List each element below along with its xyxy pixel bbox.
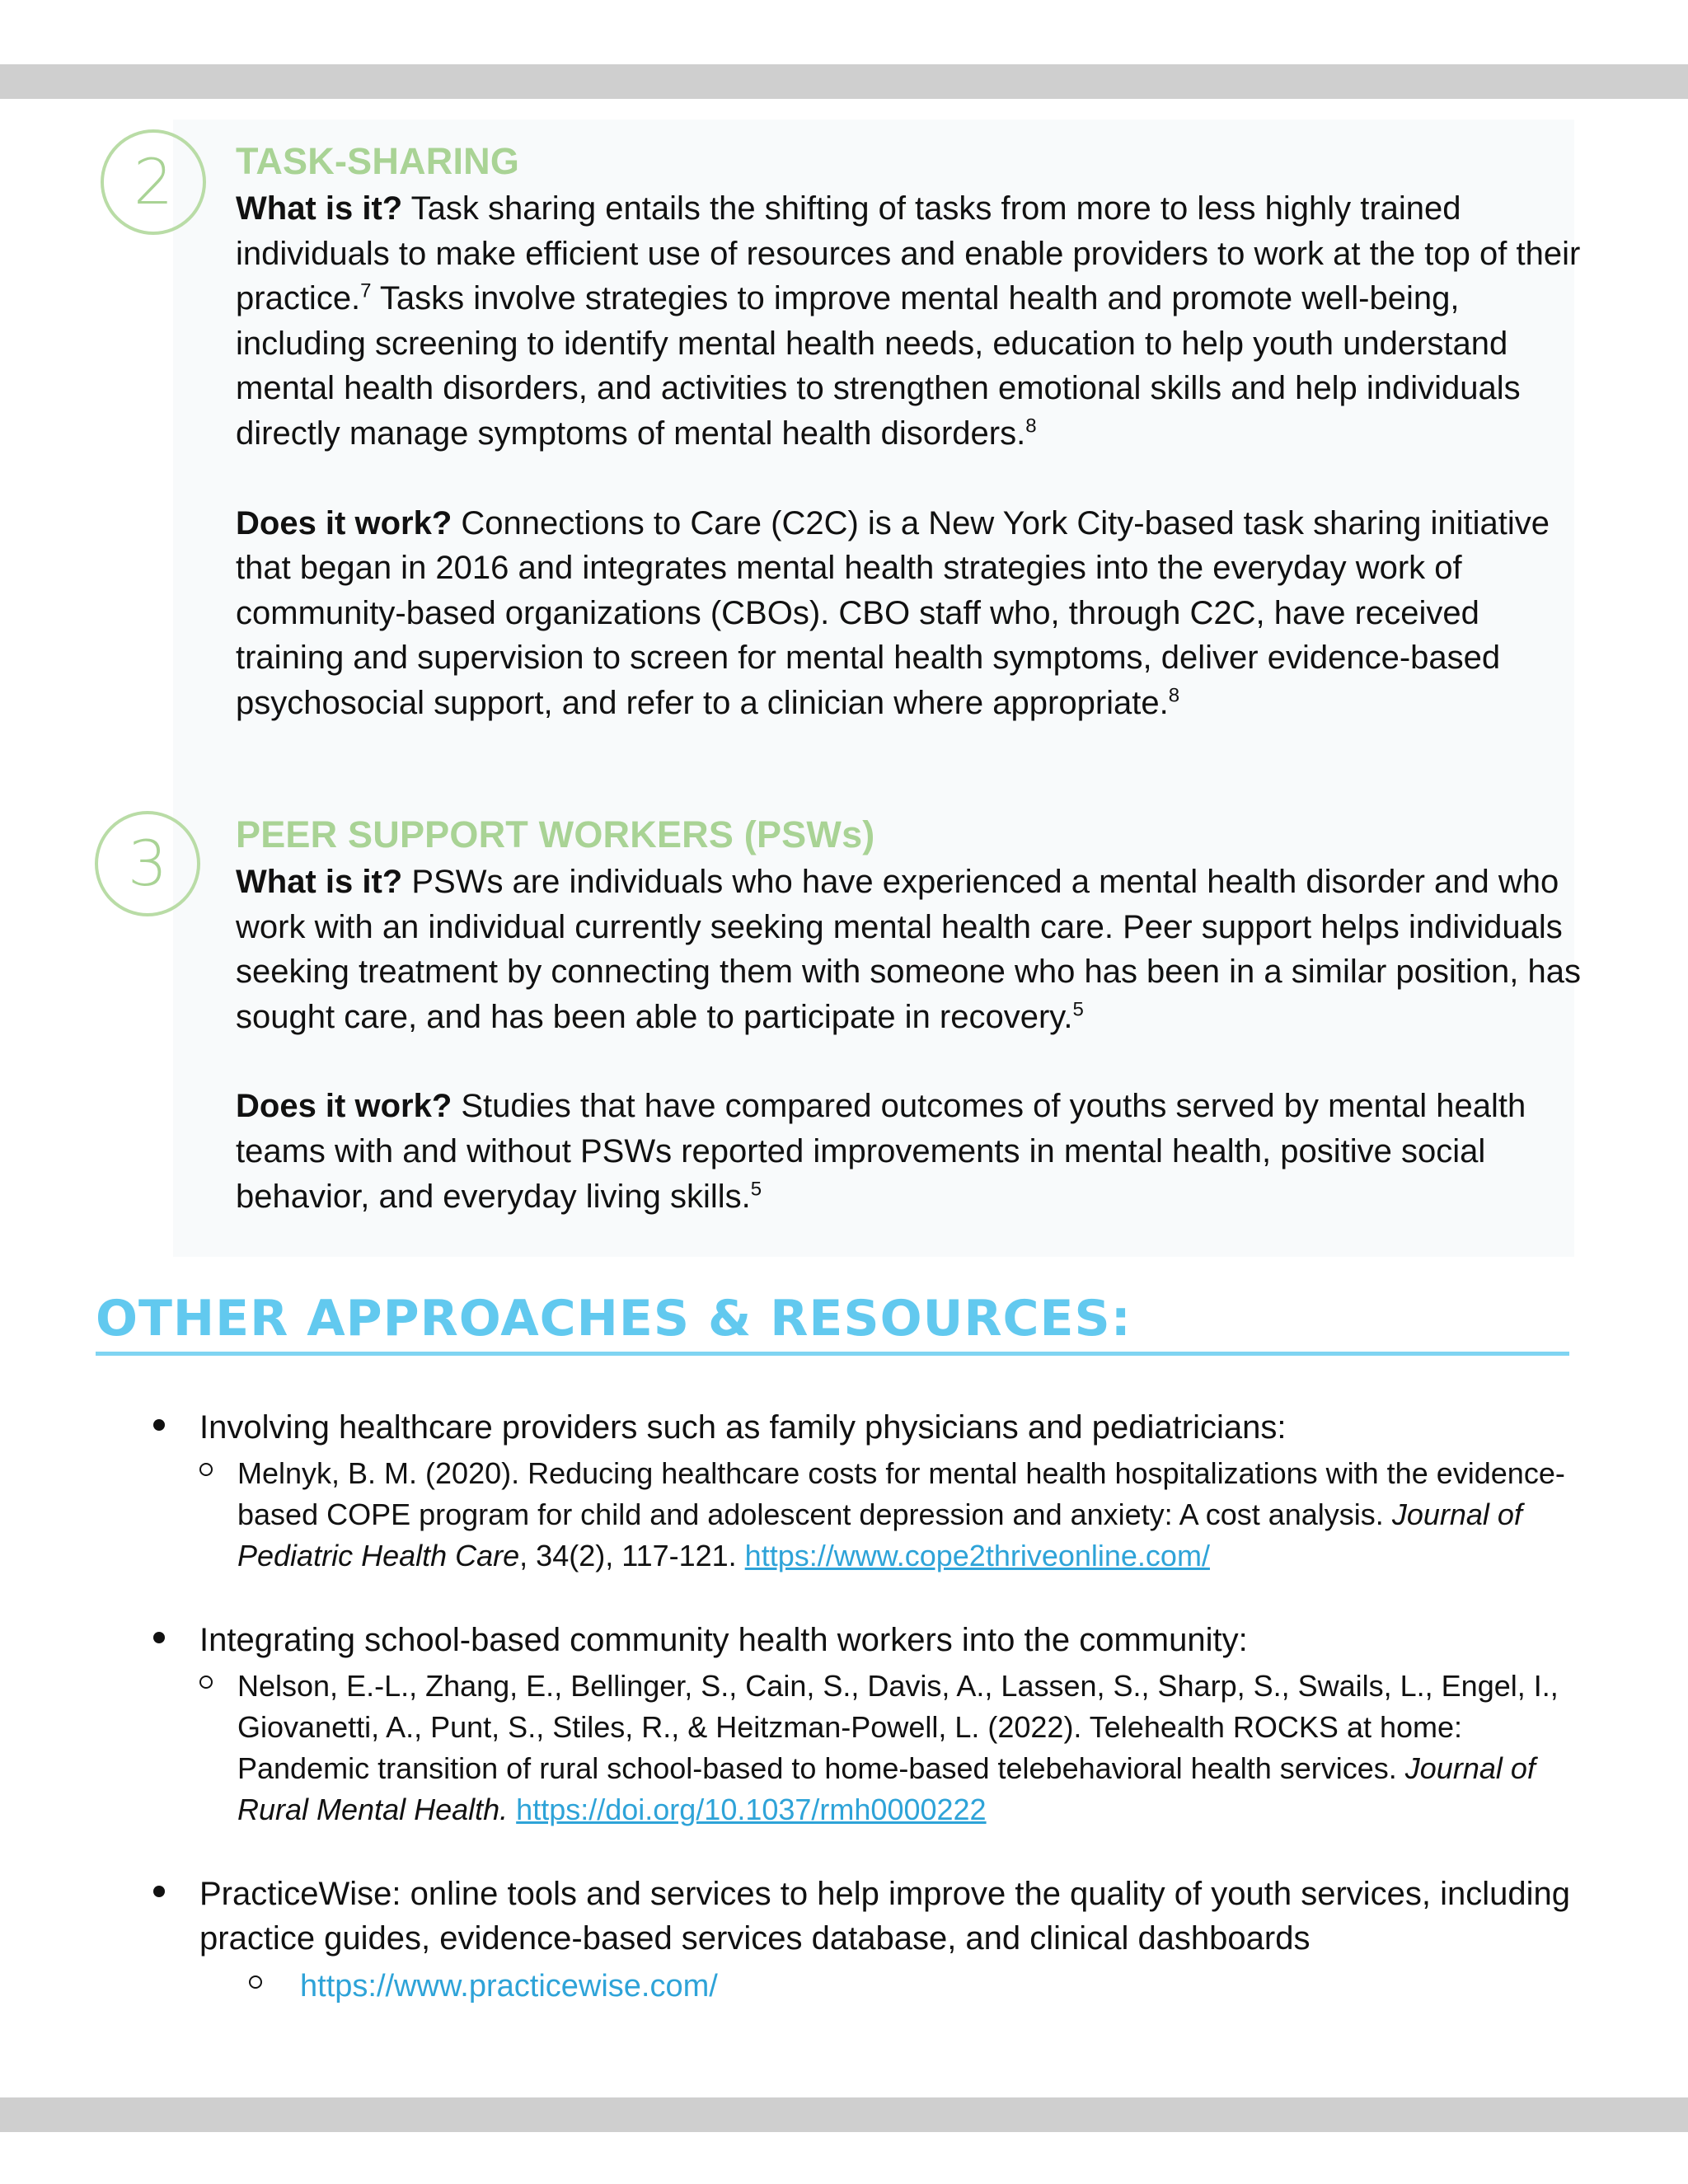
circle-bullet-icon xyxy=(199,1463,213,1476)
what-label: What is it? xyxy=(236,190,403,227)
bullet-icon xyxy=(153,1419,165,1431)
other-approaches-heading: OTHER APPROACHES & RESOURCES: xyxy=(96,1290,1132,1347)
section-number-circle xyxy=(101,129,206,235)
section-number: 2 xyxy=(133,145,174,218)
footnote-ref: 8 xyxy=(1025,415,1037,438)
heading-underline xyxy=(96,1352,1569,1356)
footnote-ref: 7 xyxy=(360,279,372,302)
does-it-work-paragraph xyxy=(236,501,1587,726)
journal-name: Journal of Rural Mental Health. xyxy=(237,1751,1536,1826)
section-number-circle xyxy=(95,811,200,916)
citation-tail xyxy=(508,1793,516,1826)
task-sharing-section xyxy=(236,138,1587,726)
cope-link[interactable]: https://www.cope2thriveonline.com/ xyxy=(744,1539,1210,1572)
bottom-gray-band xyxy=(0,2097,1688,2132)
what-is-it-paragraph xyxy=(236,186,1587,457)
list-item-text: PracticeWise: online tools and services to help improve the quality of youth services, including practice guides, evidence-based services database, and clinical dashboards xyxy=(199,1876,1571,1957)
citation xyxy=(237,1453,1582,1577)
sub-list-item xyxy=(199,1666,1582,1830)
list-item xyxy=(148,1618,1582,1830)
list-item-text: Involving healthcare providers such as family physicians and pediatricians: xyxy=(199,1409,1287,1446)
does-label: Does it work? xyxy=(236,504,452,541)
peer-support-section xyxy=(236,812,1587,1219)
circle-bullet-icon xyxy=(249,1975,262,1989)
section-number: 3 xyxy=(127,827,168,900)
sub-list-item xyxy=(199,1966,1582,2007)
does-label: Does it work? xyxy=(236,1088,452,1125)
what-text: Task sharing entails the shifting of tasks from more to less highly trained individuals to make efficient use of resources and enable providers to work at the top of their practice. xyxy=(236,190,1581,317)
bullet-icon xyxy=(153,1886,165,1897)
what-text-continued: Tasks involve strategies to improve mental health and promote well-being, including screening to identify mental health needs, education to help youth understand mental health disorders, and activities to strengthen emotional skills and help individuals directly manage symptoms of mental health disorders. xyxy=(236,280,1521,452)
does-text: Studies that have compared outcomes of youths served by mental health teams with and without PSWs reported improvements in mental health, positive social behavior, and everyday living skills. xyxy=(236,1088,1526,1215)
list-item-text: Integrating school-based community health workers into the community: xyxy=(199,1622,1248,1658)
top-gray-band xyxy=(0,64,1688,99)
what-is-it-paragraph xyxy=(236,860,1587,1039)
footnote-ref: 5 xyxy=(750,1178,762,1201)
citation xyxy=(237,1666,1582,1830)
footnote-ref: 8 xyxy=(1168,684,1180,707)
list-item xyxy=(148,1872,1582,2007)
list-item xyxy=(148,1405,1582,1577)
what-text: PSWs are individuals who have experienced a mental health disorder and who work with an individual currently seeking mental health care. Peer support helps individuals seeking treatment by connecting them with someone who has been in a similar position, has sought care, and has been able to participate in recovery. xyxy=(236,864,1582,1035)
doi-link[interactable]: https://doi.org/10.1037/rmh0000222 xyxy=(516,1793,987,1826)
sub-list-item xyxy=(199,1453,1582,1577)
bullet-icon xyxy=(153,1632,165,1643)
resources-list xyxy=(148,1405,1582,2048)
does-text: Connections to Care (C2C) is a New York City-based task sharing initiative that began in 2016 and integrates mental health strategies into the everyday work of community-based organizations (CBOs). CBO staff who, through C2C, have received training and supervision to screen for mental health symptoms, deliver evidence-based psychosocial support, and refer to a clinician where appropriate. xyxy=(236,504,1550,721)
journal-name: Journal of Pediatric Health Care xyxy=(237,1497,1522,1572)
section-title: PEER SUPPORT WORKERS (PSWs) xyxy=(236,813,875,855)
what-label: What is it? xyxy=(236,864,403,900)
practicewise-link[interactable]: https://www.practicewise.com/ xyxy=(300,1969,718,2004)
does-it-work-paragraph xyxy=(236,1084,1587,1219)
footnote-ref: 5 xyxy=(1072,998,1084,1021)
citation-text: Melnyk, B. M. (2020). Reducing healthcare costs for mental health hospitalizations with the evidence-based COPE program for child and adolescent depression and anxiety: A cost analysis. xyxy=(237,1456,1565,1531)
citation-tail: , 34(2), 117-121. xyxy=(519,1539,745,1572)
circle-bullet-icon xyxy=(199,1675,213,1689)
section-title: TASK-SHARING xyxy=(236,140,520,182)
citation-text: Nelson, E.-L., Zhang, E., Bellinger, S., Cain, S., Davis, A., Lassen, S., Sharp, S., Swails, L., Engel, I., Giovanetti, A., Punt, S., Stiles, R., & Heitzman-Powell, L. (2022). Telehealth ROCKS at home: Pandemic transition of rural school-based to home-based telebehavioral health services. xyxy=(237,1669,1559,1785)
